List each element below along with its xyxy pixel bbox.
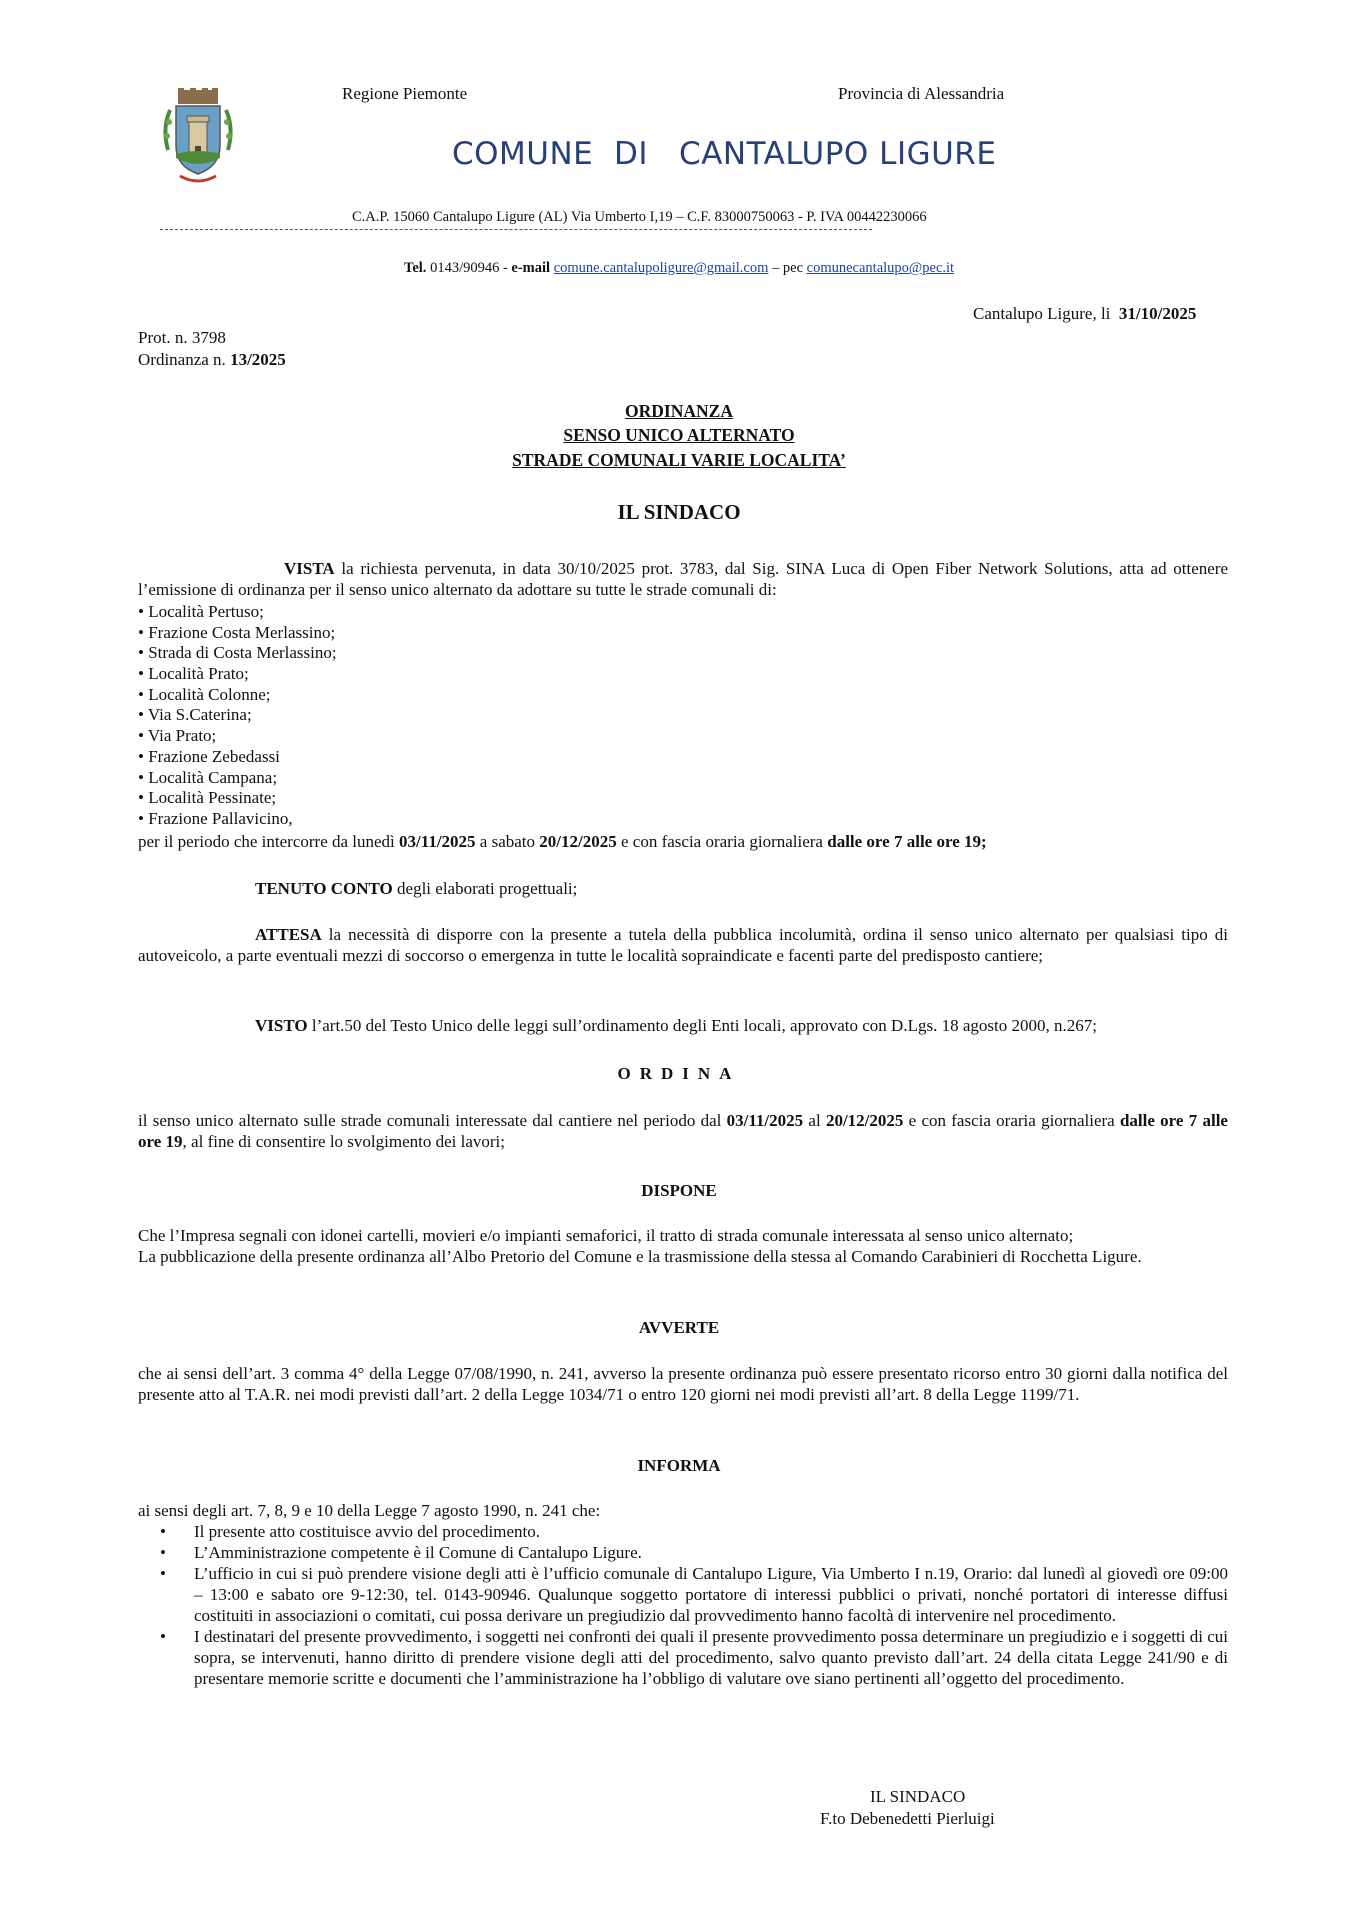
periodo-paragraph <box>138 831 1228 852</box>
province-label: Provincia di Alessandria <box>838 84 1005 103</box>
periodo-start-date: 03/11/2025 <box>399 832 476 851</box>
pec-link[interactable]: comunecantalupo@pec.it <box>806 260 955 276</box>
attesa-paragraph <box>138 924 1228 966</box>
title-strade: STRADE COMUNALI VARIE LOCALITA’ <box>512 450 846 470</box>
signature-name: F.to Debenedetti Pierluigi <box>820 1809 995 1828</box>
ordinance-number <box>138 349 286 370</box>
email-label: e-mail <box>511 260 551 276</box>
dispone-line-2: La pubblicazione della presente ordinanza all’Albo Pretorio del Comune e la trasmissione della stessa al Comando Carabinieri di Rocchetta Ligure. <box>138 1247 1142 1266</box>
protocol-number: Prot. n. 3798 <box>138 328 226 347</box>
periodo-text: e con fascia oraria giornaliera <box>616 832 828 851</box>
ordinance-number-value: 13/2025 <box>230 350 286 369</box>
email-link[interactable]: comune.cantalupoligure@gmail.com <box>553 260 769 276</box>
list-item: • Località Prato; <box>138 664 249 684</box>
vista-paragraph <box>138 558 1228 600</box>
avverte-paragraph: che ai sensi dell’art. 3 comma 4° della Legge 07/08/1990, n. 241, avverso la presente ordinanza può essere presentato ricorso entro 30 giorni dalla notifica del presente atto al T.A.R. nei modi previsti dall’art. 2 della Legge 1034/71 o entro 120 giorni nei modi previsti all’art. 8 della Legge 1199/71. <box>138 1364 1228 1404</box>
ordina-text: e con fascia oraria giornaliera <box>903 1111 1120 1130</box>
list-item: • L’ufficio in cui si può prendere visione degli atti è l’ufficio comunale di Cantalupo Ligure, Via Umberto I n.19, Orario: dal lunedì al giovedì ore 09:00 – 13:00 e sabato ore 9-12:30, tel. 0143-90946. Qualunque soggetto portatore di interessi pubblici o privati, nonché portatori di interesse diffusi costituiti in associazioni o comitati, cui possa derivare un pregiudizio dal provvedimento hanno facoltà di intervenire nel procedimento. <box>160 1563 1228 1626</box>
periodo-text: per il periodo che intercorre da lunedì <box>138 832 400 851</box>
ordina-text: al <box>803 1111 826 1130</box>
periodo-hours: dalle ore 7 alle ore 19; <box>827 832 987 851</box>
header-divider <box>160 229 872 230</box>
title-senso-unico: SENSO UNICO ALTERNATO <box>563 425 795 445</box>
place-date-prefix: Cantalupo Ligure, li <box>973 304 1119 323</box>
list-item: • Via S.Caterina; <box>138 705 252 725</box>
localita-list <box>138 601 337 829</box>
signature-title: IL SINDACO <box>870 1787 966 1806</box>
list-item: • Frazione Zebedassi <box>138 746 280 766</box>
vista-text: la richiesta pervenuta, in data 30/10/2025 prot. 3783, dal Sig. SINA Luca di Open Fiber Network Solutions, atta ad ottenere l’emissione di ordinanza per il senso unico alternato da adottare su tutte le strade comunali di: <box>138 559 1228 599</box>
list-item: • I destinatari del presente provvedimento, i soggetti nei confronti dei quali il presente provvedimento possa determinare un pregiudizio e i soggetti di cui sopra, se intervenuti, hanno diritto di prendere visione degli atti del procedimento, salvo quanto previsto dall’art. 24 della citata Legge 241/90 e di presentare memorie scritte e documenti che l’amministrazione ha l’obbligo di valutare ove siano pertinenti all’oggetto del procedimento. <box>160 1626 1228 1689</box>
heading-avverte: AVVERTE <box>638 1318 720 1337</box>
ordina-end-date: 20/12/2025 <box>825 1111 904 1130</box>
list-item: • Località Pertuso; <box>138 602 264 621</box>
dispone-line-1: Che l’Impresa segnali con idonei cartelli, movieri e/o impianti semaforici, il tratto di strada comunale interessata al senso unico alternato; <box>138 1226 1074 1245</box>
heading-il-sindaco: IL SINDACO <box>617 500 741 524</box>
list-item: • Località Pessinate; <box>138 788 277 808</box>
list-item: • Frazione Costa Merlassino; <box>138 622 336 642</box>
contacts-line <box>404 258 954 279</box>
ordina-hours: dalle ore 7 alle ore 19 <box>138 1111 1228 1151</box>
vista-label: VISTA <box>284 559 335 578</box>
visto-label: VISTO <box>255 1016 308 1035</box>
place-date <box>973 303 1196 324</box>
informa-list <box>160 1521 1228 1689</box>
municipality-title: COMUNE DI CANTALUPO LIGURE <box>452 136 997 172</box>
ordina-text: , al fine di consentire lo svolgimento dei lavori; <box>182 1132 505 1151</box>
visto-text: l’art.50 del Testo Unico delle leggi sull’ordinamento degli Enti locali, approvato con D.Lgs. 18 agosto 2000, n.267; <box>307 1016 1097 1035</box>
dispone-paragraph <box>138 1225 1228 1267</box>
ordina-text: il senso unico alternato sulle strade comunali interessate dal cantiere nel periodo dal <box>138 1111 727 1130</box>
visto-paragraph <box>255 1015 1228 1036</box>
tenuto-text: degli elaborati progettuali; <box>392 879 578 898</box>
list-item: • Frazione Pallavicino, <box>138 808 293 828</box>
list-item: • L’Amministrazione competente è il Comune di Cantalupo Ligure. <box>160 1542 1228 1563</box>
ordina-paragraph <box>138 1110 1228 1152</box>
region-label: Regione Piemonte <box>342 84 468 103</box>
periodo-text: a sabato <box>475 832 540 851</box>
list-item: • Località Campana; <box>138 767 278 787</box>
document-date: 31/10/2025 <box>1118 304 1197 323</box>
informa-intro: ai sensi degli art. 7, 8, 9 e 10 della Legge 7 agosto 1990, n. 241 che: <box>138 1501 601 1520</box>
list-item: • Il presente atto costituisce avvio del procedimento. <box>160 1521 1228 1542</box>
list-item: • Strada di Costa Merlassino; <box>138 643 337 663</box>
municipal-crest-icon <box>160 88 236 188</box>
address-line: C.A.P. 15060 Cantalupo Ligure (AL) Via Umberto I,19 – C.F. 83000750063 - P. IVA 00442230066 <box>352 209 927 225</box>
heading-ordina: ORDINA <box>617 1064 741 1083</box>
ordinance-prefix: Ordinanza n. <box>138 350 231 369</box>
list-item: • Via Prato; <box>138 726 217 746</box>
tenuto-conto-paragraph <box>255 878 1228 899</box>
tenuto-label: TENUTO CONTO <box>255 879 393 898</box>
ordina-start-date: 03/11/2025 <box>726 1111 804 1130</box>
heading-informa: INFORMA <box>637 1456 721 1475</box>
title-ordinanza: ORDINANZA <box>625 401 733 421</box>
pec-label: – pec <box>768 260 807 276</box>
attesa-label: ATTESA <box>255 925 322 944</box>
tel-label: Tel. <box>404 260 427 276</box>
list-item: • Località Colonne; <box>138 684 271 704</box>
periodo-end-date: 20/12/2025 <box>539 832 617 851</box>
heading-dispone: DISPONE <box>641 1181 717 1200</box>
tel-number: 0143/90946 - <box>426 260 512 276</box>
attesa-text: la necessità di disporre con la presente a tutela della pubblica incolumità, ordina il senso unico alternato per qualsiasi tipo di autoveicolo, a parte eventuali mezzi di soccorso o emergenza in tutte le località sopraindicate e facenti parte del predisposto cantiere; <box>138 925 1228 965</box>
